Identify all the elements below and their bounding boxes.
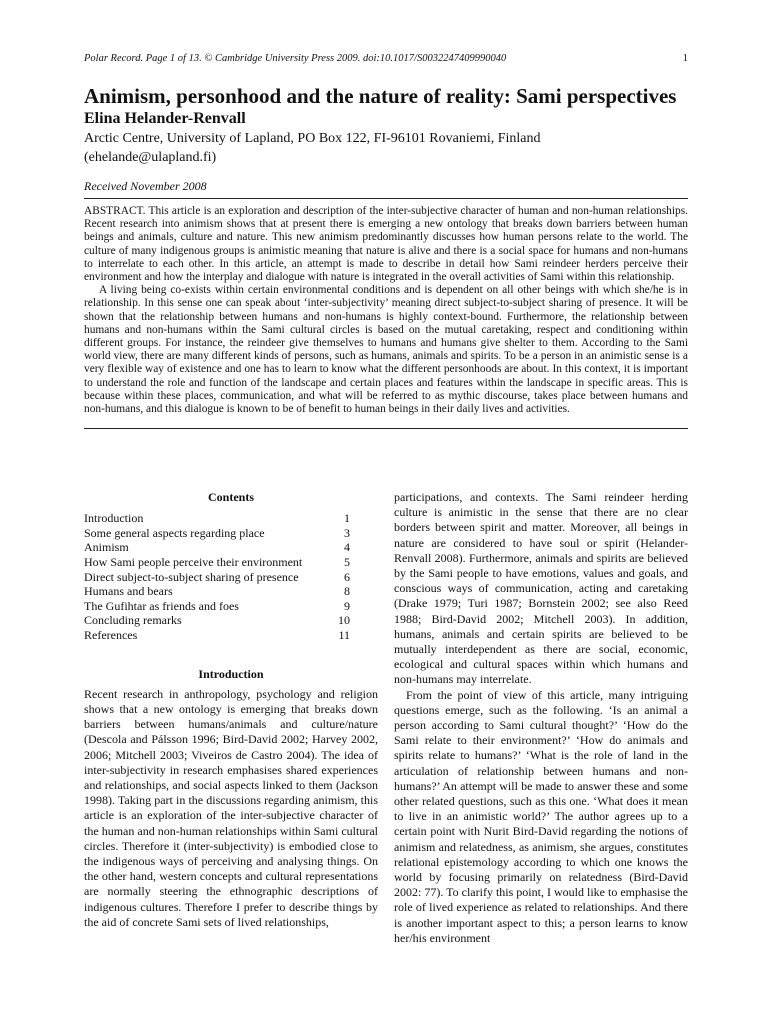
header-divider bbox=[84, 198, 688, 199]
toc-entry bbox=[84, 511, 378, 526]
toc-entry-label: Direct subject-to-subject sharing of presence bbox=[84, 569, 299, 584]
body-paragraph-1: participations, and contexts. The Sami reindeer herding culture is animistic in the sense that there are no clear borders between spirit and matter. Moreover, all beings in nature are considered to have soul or spirit (Helander-Renvall 2008). Furthermore, animals and spirits are believed by the Sami people to have emotions, values and goals, and conscious ways of communication, acting and caretaking (Drake 1979; Turi 1987; Bornstein 2002; see also Reed 1988; Bird-David 2002; Mitchell 2003). In addition, humans, animals and certain spirits are believed to be mutually interdependent as there are social, economic, ecological and cultural spaces within which humans and non-humans may interrelate. bbox=[394, 490, 688, 687]
body-paragraph-2: From the point of view of this article, many intriguing questions emerge, such as the following. ‘Is an animal a person according to Sami cultural thought?’ ‘How do the Sami relate to their environment?’ ‘How do animals and spirits relate to humans?’ ‘What is the role of land in the articulation of relationship between humans and non-humans?’ An attempt will be made to answer these and some other related questions, such as this one. ‘What does it mean to live in an animistic world?’ The author agrees up to a certain point with Nurit Bird-David regarding the notions of animism and relatedness, as animism, she argues, constitutes relational epistemology according to which one knows the world by focusing primarily on relatedness (Bird-David 2002: 77). To clarify this point, I would like to emphasise the role of lived experience as related to relationships. And there is another important aspect to this; a person learns to know her/his environment bbox=[394, 687, 688, 945]
introduction-paragraph: Recent research in anthropology, psychology and religion shows that a new ontology is emerging that breaks down barriers between humans/animals and culture/nature (Descola and Pálsson 1996; Bird-David 2002; Harvey 2002, 2006; Mitchell 2003; Viveiros de Castro 2004). The idea of inter-subjectivity in research emphasises shared experiences and relationships, and social aspects linked to them (Jackson 1998). Taking part in the discussions regarding animism, this article is an exploration of the inter-subjective character of the human and non-human relationships within Sami cultural circles. Therefore it (inter-subjectivity) is embodied close to the indigenous ways of perceiving and analysing things. On the other hand, western concepts and cultural representations are normally steering the ethnographic descriptions of indigenous cultures. Therefore I prefer to describe things by the aid of concrete Sami sets of lived relationships, bbox=[84, 686, 378, 929]
toc-entry bbox=[84, 570, 378, 585]
paper-page bbox=[84, 52, 688, 945]
toc-entry-page: 3 bbox=[344, 525, 350, 540]
author-name: Elina Helander-Renvall bbox=[84, 110, 246, 127]
author-email: (ehelande@ulapland.fi) bbox=[84, 150, 217, 165]
toc-entry-label: Introduction bbox=[84, 511, 144, 526]
left-column bbox=[84, 490, 378, 946]
abstract bbox=[84, 205, 688, 416]
toc-entry-page: 4 bbox=[344, 540, 350, 555]
journal-citation: Polar Record. Page 1 of 13. © Cambridge University Press 2009. doi:10.1017/S0032247409990040 bbox=[84, 53, 507, 64]
toc-entry-label: References bbox=[84, 627, 138, 642]
toc-entry-label: Some general aspects regarding place bbox=[84, 525, 265, 540]
author-affiliation: Arctic Centre, University of Lapland, PO Box 122, FI-96101 Rovaniemi, Finland bbox=[84, 131, 541, 146]
toc-entry-label: Concluding remarks bbox=[84, 613, 182, 628]
toc-entry bbox=[84, 613, 378, 628]
received-date: Received November 2008 bbox=[84, 179, 207, 193]
toc-entry bbox=[84, 526, 378, 541]
toc-entry-page: 5 bbox=[344, 554, 350, 569]
toc-entry-page: 6 bbox=[344, 569, 350, 584]
toc-entry bbox=[84, 584, 378, 599]
toc-entry-page: 8 bbox=[344, 584, 350, 599]
toc-entry bbox=[84, 628, 378, 643]
table-of-contents bbox=[84, 511, 378, 642]
toc-entry-label: Humans and bears bbox=[84, 584, 173, 599]
toc-entry-page: 10 bbox=[338, 613, 350, 628]
abstract-paragraph-1: ABSTRACT. This article is an exploration and description of the inter-subjective character of human and non-human relationships. Recent research into animism shows that at present there is emerging a new ontology that breaks down barriers between human beings and animals, culture and nature. This new animism predominantly discusses how human persons relate to the world. The culture of many indigenous groups is animistic meaning that nature is alive and there is a social space for humans and non-humans to interrelate to each other. In this article, an attempt is made to describe in detail how Sami reindeer herders perceive their environment and how the interplay and dialogue with nature is integrated in the overall activities of Sami within this relationship. bbox=[84, 205, 688, 284]
paper-title: Animism, personhood and the nature of reality: Sami perspectives bbox=[84, 84, 677, 108]
contents-heading: Contents bbox=[207, 490, 254, 504]
right-column bbox=[394, 490, 688, 946]
toc-entry-page: 1 bbox=[344, 511, 350, 526]
toc-entry-label: The Gufihtar as friends and foes bbox=[84, 598, 239, 613]
toc-entry-label: How Sami people perceive their environment bbox=[84, 554, 303, 569]
introduction-heading: Introduction bbox=[198, 666, 264, 681]
toc-entry bbox=[84, 599, 378, 614]
page-number: 1 bbox=[682, 53, 688, 64]
toc-entry bbox=[84, 555, 378, 570]
toc-entry-label: Animism bbox=[84, 540, 129, 555]
toc-entry-page: 9 bbox=[344, 598, 350, 613]
toc-entry-page: 11 bbox=[338, 627, 350, 642]
running-head bbox=[84, 52, 688, 66]
toc-entry bbox=[84, 540, 378, 555]
abstract-paragraph-2: A living being co-exists within certain environmental conditions and is dependent on all other beings with which she/he is in relationship. In this sense one can speak about ‘inter-subjectivity’ meaning direct subject-to-subject sharing of presence. It will be shown that the relationship between humans and non-humans is highly context-bound. Furthermore, the relationship between humans and non-humans within the Sami cultural circles is based on the mutual caretaking, respect and conditioning within different groups. For instance, the reindeer give themselves to humans and humans give shelter to them. According to the Sami world view, there are many different kinds of persons, such as humans, animals and spirits. To be a person in an animistic sense is a very flexible way of existence and one has to learn to know what the different personhoods are about. In this context, it is important to understand the role and function of the landscape and certain places and features within the landscape in specific areas. This is because within these places, communication, and what will be referred to as mythic discourse, takes place between humans and non-humans, and this dialogue is known to be of benefit to human beings in their daily lives and activities. bbox=[84, 284, 688, 416]
body-columns bbox=[84, 490, 688, 946]
abstract-divider bbox=[84, 428, 688, 429]
